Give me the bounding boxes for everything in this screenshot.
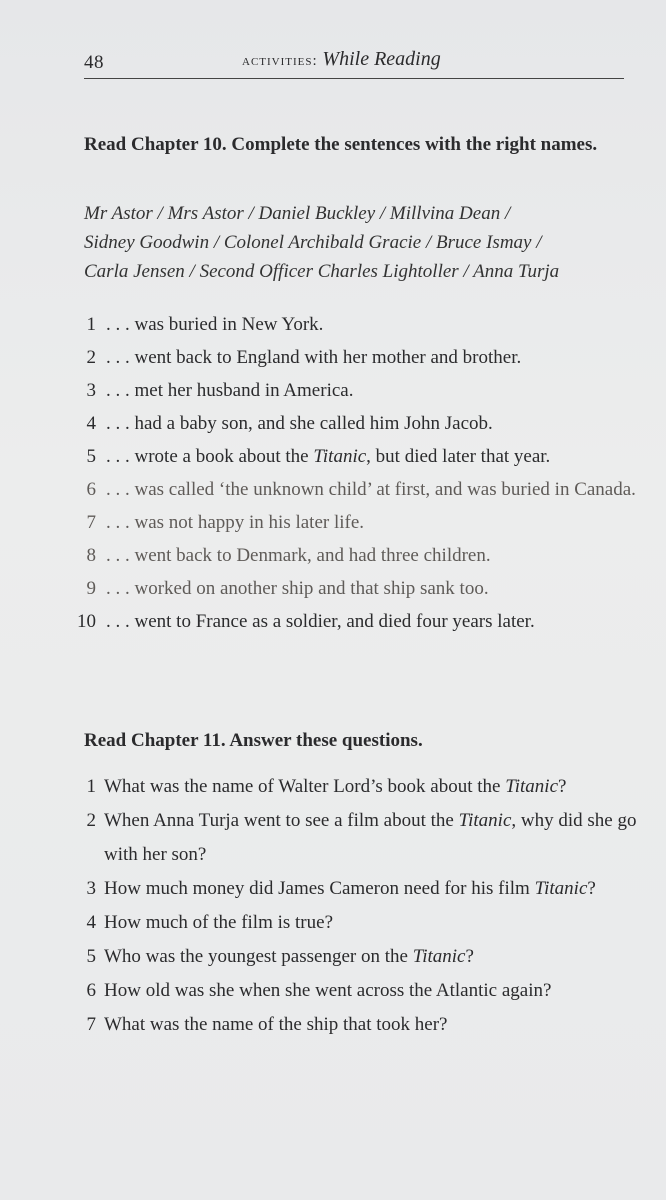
item-text-italic: Titanic (458, 810, 512, 831)
item-text-part: . . . wrote a book about the (106, 446, 314, 467)
item-text-part: ? (465, 946, 474, 967)
header-rule (84, 78, 624, 79)
item-text: What was the name of the ship that took her? (104, 1014, 448, 1035)
list-item (72, 1008, 647, 1042)
item-text-part: How much money did James Cameron need for his film (104, 878, 535, 899)
list-item (72, 770, 647, 804)
item-text-part: , but died later that year. (366, 446, 551, 467)
item-number: 1 (86, 776, 96, 797)
item-number: 6 (86, 980, 96, 1001)
item-text: . . . was called ‘the unknown child’ at first, and was buried in Canada. (106, 479, 636, 500)
item-number: 4 (86, 912, 96, 933)
item-text-part: , why did she go with her son? (104, 810, 637, 865)
item-number: 5 (86, 446, 96, 467)
list-item (72, 974, 647, 1008)
item-text: . . . went to France as a soldier, and died four years later. (106, 611, 535, 632)
item-text-italic: Titanic (313, 446, 367, 467)
list-item (72, 341, 642, 374)
running-head-smallcaps: activities: (242, 53, 318, 69)
item-number: 2 (86, 347, 96, 368)
item-number: 3 (86, 878, 96, 899)
item-number: 5 (86, 946, 96, 967)
item-text (104, 946, 474, 967)
name-list-line: Mr Astor / Mrs Astor / Daniel Buckley / Millvina Dean / (84, 203, 511, 224)
item-text (104, 878, 596, 899)
item-number: 2 (86, 810, 96, 831)
item-number: 6 (86, 479, 96, 500)
item-text-part: What was the name of Walter Lord’s book about the (104, 776, 506, 797)
item-text-part: ? (587, 878, 596, 899)
list-item (72, 440, 642, 473)
item-text (104, 810, 636, 865)
list-item (72, 804, 647, 872)
item-text (106, 446, 550, 467)
item-text: How old was she when she went across the Atlantic again? (104, 980, 552, 1001)
list-item (72, 906, 647, 940)
item-number: 9 (86, 578, 96, 599)
item-text: How much of the film is true? (104, 912, 334, 933)
list-item (72, 872, 647, 906)
item-text-part: When Anna Turja went to see a film about the (104, 810, 459, 831)
list-item (72, 374, 642, 407)
item-text-part: ? (558, 776, 567, 797)
item-text: . . . went back to Denmark, and had three children. (106, 545, 491, 566)
item-number: 7 (86, 1014, 96, 1035)
name-list-line: Carla Jensen / Second Officer Charles Lightoller / Anna Turja (84, 261, 560, 282)
list-item (72, 940, 647, 974)
list-item (72, 539, 642, 572)
list-item (72, 473, 642, 506)
list-item (72, 407, 642, 440)
item-number: 4 (86, 413, 96, 434)
list-item (72, 605, 642, 638)
item-text (104, 776, 566, 797)
running-head (242, 48, 441, 71)
list-item (72, 506, 642, 539)
page-number: 48 (84, 52, 104, 73)
activity2-list (72, 770, 647, 1042)
item-text-italic: Titanic (412, 946, 466, 967)
item-number: 3 (86, 380, 96, 401)
name-list-line: Sidney Goodwin / Colonel Archibald Gracie / Bruce Ismay / (84, 232, 542, 253)
item-text: . . . was not happy in his later life. (106, 512, 365, 533)
name-list (84, 199, 629, 286)
item-text: . . . had a baby son, and she called him John Jacob. (106, 413, 493, 434)
running-head-title: While Reading (322, 48, 441, 70)
item-text: . . . was buried in New York. (106, 314, 324, 335)
item-text: . . . worked on another ship and that ship sank too. (106, 578, 489, 599)
page-header (84, 46, 624, 76)
item-text-part: Who was the youngest passenger on the (104, 946, 413, 967)
list-item (72, 308, 642, 341)
item-number: 8 (86, 545, 96, 566)
item-text: . . . went back to England with her mother and brother. (106, 347, 522, 368)
item-number: 1 (86, 314, 96, 335)
item-number: 7 (86, 512, 96, 533)
list-item (72, 572, 642, 605)
activity2-instruction: Read Chapter 11. Answer these questions. (84, 730, 423, 751)
activity1-instruction: Read Chapter 10. Complete the sentences with the right names. (84, 134, 598, 155)
item-text-italic: Titanic (534, 878, 588, 899)
item-text-italic: Titanic (505, 776, 559, 797)
activity1-list (72, 308, 642, 638)
item-number: 10 (77, 611, 96, 632)
item-text: . . . met her husband in America. (106, 380, 354, 401)
